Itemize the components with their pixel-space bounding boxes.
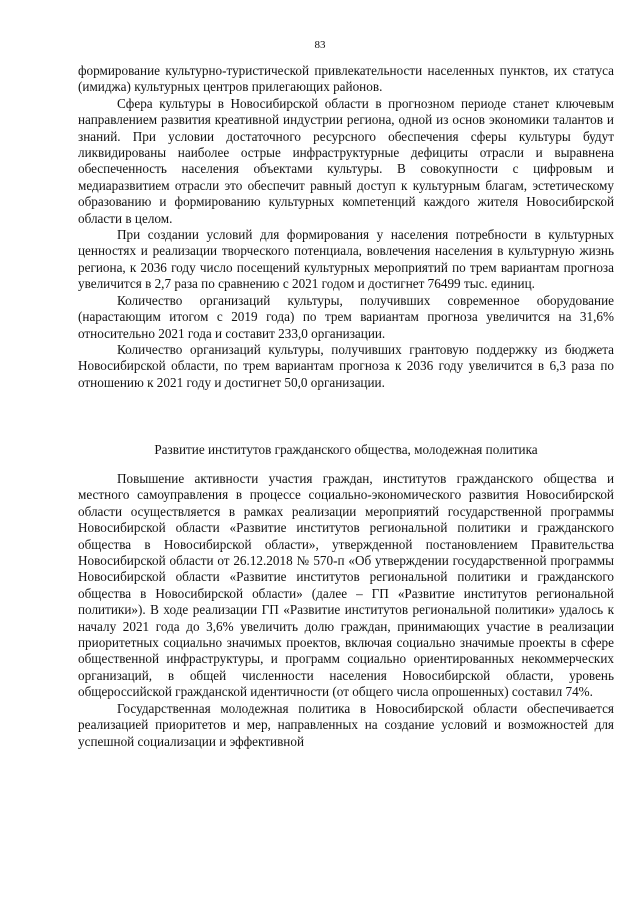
paragraph-tourism-continuation: формирование культурно-туристической привлекательности населенных пунктов, их статуса (имиджа) культурных центров прилегающих районов. [78,63,614,95]
paragraph-civil-activity: Повышение активности участия граждан, институтов гражданского общества и местного самоуправления в процессе социально-экономического развития Новосибирской области осуществляется в рамках реализации мероприятий государственной программы Новосибирской области «Развитие институтов региональной политики и гражданского общества в Новосибирской области», утвержденной постановлением Правительства Новосибирской области от 26.12.2018 № 570-п «Об утверждении государственной программы Новосибирской области «Развитие институтов региональной политики и гражданского общества в Новосибирской области» (далее – ГП «Развитие институтов региональной политики»). В ходе реализации ГП «Развитие институтов региональной политики» удалось к началу 2021 года до 3,6% увеличить долю граждан, принимающих участие в реализации приоритетных социально значимых проектов, включая социально значимые проекты в сфере общественной инфраструктуры, и программ социально ориентированных некоммерческих организаций, в общей численности населения Новосибирской области, уровень общероссийской гражданской идентичности (от общего числа опрошенных) составил 74%. [78,471,614,700]
culture-section [78,63,614,391]
paragraph-cultural-visits: При создании условий для формирования у населения потребности в культурных ценностях и реализации творческого потенциала, вовлечения населения в культурную жизнь региона, к 2036 году число посещений культурных мероприятий по трем вариантам прогноза увеличится в 2,7 раза по сравнению с 2021 годом и достигнет 76499 тыс. единиц. [78,227,614,292]
paragraph-equipment: Количество организаций культуры, получивших современное оборудование (нарастающим итогом с 2019 года) по трем вариантам прогноза увеличится на 31,6% относительно 2021 года и составит 233,0 организации. [78,292,614,341]
page-number: 83 [314,39,326,51]
civil-society-section [78,471,614,750]
paragraph-youth-policy: Государственная молодежная политика в Новосибирской области обеспечивается реализацией приоритетов и мер, направленных на создание условий и возможностей для успешной социализации и эффективной [78,700,614,749]
paragraph-creative-industry: Сфера культуры в Новосибирской области в прогнозном периоде станет ключевым направлением развития креативной индустрии региона, одной из основ экономики талантов и знаний. При условии достаточного ресурсного обеспечения сферы культуры будут ликвидированы наиболее острые инфраструктурные дефициты отрасли и выравнена обеспеченность населения объектами культуры. В совокупности с цифровым и медиаразвитием отрасли это обеспечит равный доступ к культурным благам, эстетическому образованию и формированию культурных компетенций каждого жителя Новосибирской области в целом. [78,95,614,226]
paragraph-grants: Количество организаций культуры, получивших грантовую поддержку из бюджета Новосибирской области, по трем вариантам прогноза к 2036 году увеличится в 6,3 раза по отношению к 2021 году и достигнет 50,0 организации. [78,341,614,390]
section-heading: Развитие институтов гражданского общества, молодежная политика [154,442,538,457]
